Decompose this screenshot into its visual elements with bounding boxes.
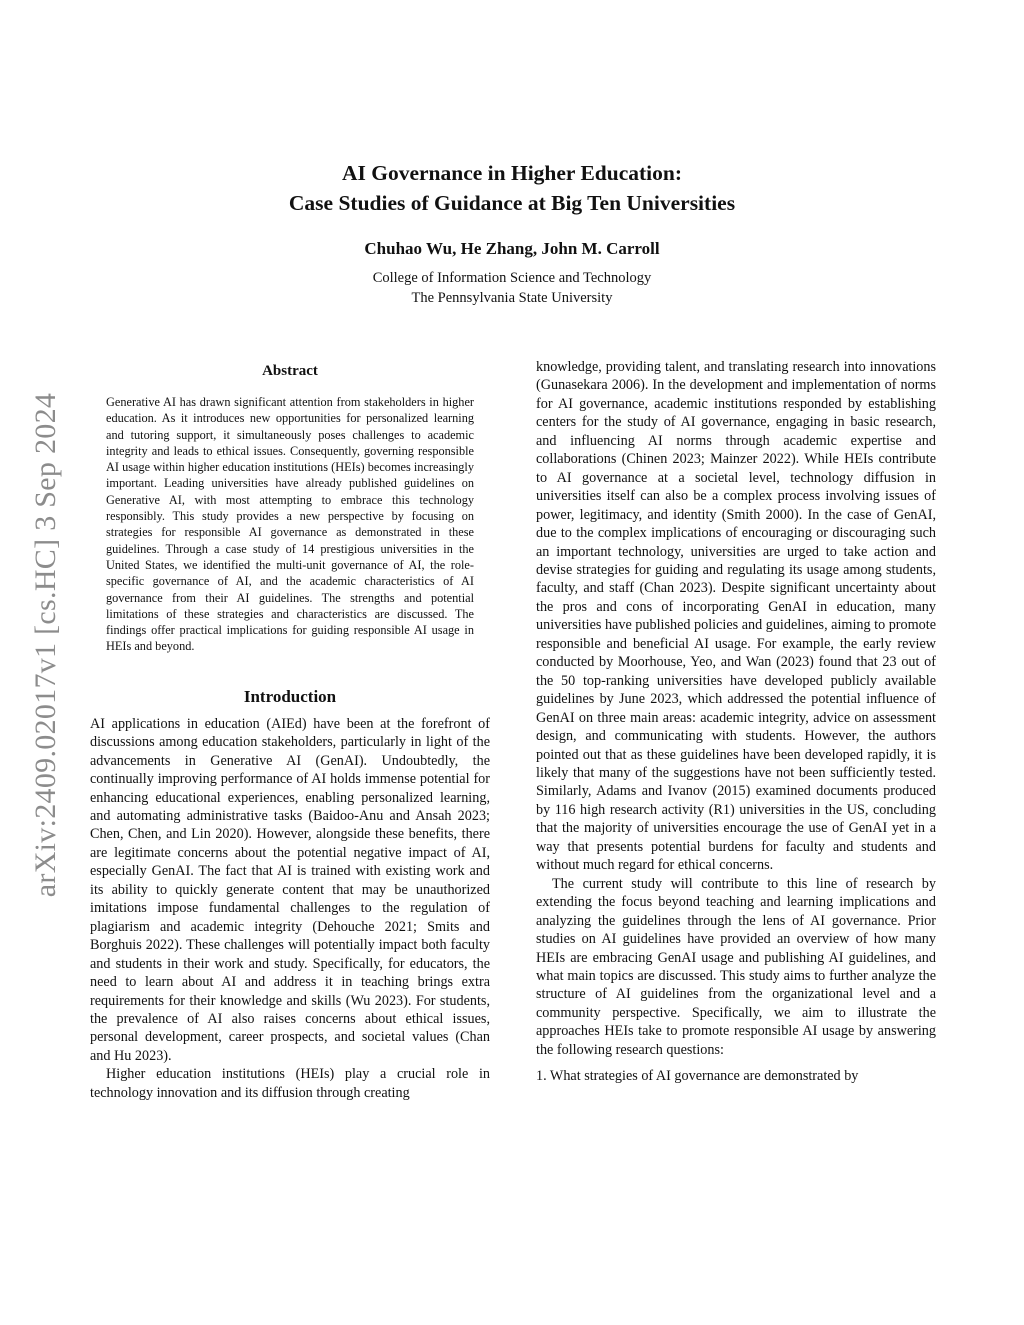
intro-paragraph-2: Higher education institutions (HEIs) play a crucial role in technology innovation and its diffusion through creating	[90, 1066, 490, 1101]
affiliation-line-2: The Pennsylvania State University	[411, 290, 613, 306]
intro-paragraph-3: The current study will contribute to this line of research by extending the focus beyond teaching and learning implications and analyzing the guidelines through the lens of AI governance. Prior studies on AI guidelines have provided an overview of how many HEIs are embracing GenAI usage and publishing AI guidelines, and what main topics are discussed. This study aims to further analyze the structure of AI guidelines from the organizational level and a community perspective. Specifically, we aim to illustrate the approaches HEIs take to promote responsible AI usage by answering the following research questions:	[536, 875, 936, 1058]
affiliation-line-1: College of Information Science and Technology	[372, 270, 652, 286]
paper-title	[0, 158, 1024, 218]
intro-paragraph-1: AI applications in education (AIEd) have been at the forefront of discussions among education stakeholders, particularly in light of the advancements in Generative AI (GenAI). Undoubtedly, the continually improving performance of AI holds immense potential for enhancing educational experiences, enabling personalized learning, and automating administrative tasks (Baidoo-Anu and Ansah 2023; Chen, Chen, and Lin 2020). However, alongside these benefits, there are legitimate concerns about the potential negative impact of AI, especially GenAI. The fact that AI is trained with existing work and its ability to quickly generate content that may be unauthorized imitations impose fundamental challenges to the regulation of plagiarism and academic integrity (Dehouche 2021; Smits and Borghuis 2022). These challenges will potentially impact both faculty and students in their work and study. Specifically, for educators, the need to learn about AI and address it in teaching brings extra requirements for their knowledge and skills (Wu 2023). For students, the prevalence of AI also raises concerns about ethical issues, personal development, career prospects, and societal values (Chan and Hu 2023).	[90, 715, 490, 1064]
research-question-1: 1. What strategies of AI governance are demonstrated by	[536, 1068, 859, 1085]
introduction-heading: Introduction	[243, 686, 337, 706]
left-column	[90, 360, 490, 1102]
abstract-text: Generative AI has drawn significant attention from stakeholders in higher education. As it introduces new opportunities for personalized learning and tutoring support, it simultaneously poses challenges to academic integrity and leads to ethical issues. Consequently, governing responsible AI usage within higher education institutions (HEIs) becomes increasingly important. Leading universities have already published guidelines on Generative AI, with most attempting to embrace this technology responsibly. This study provides a new perspective by focusing on strategies for responsible AI governance as demonstrated in these guidelines. Through a case study of 14 prestigious universities in the United States, we identified the multi-unit governance of AI, the role-specific governance of AI, and the academic characteristics of AI governance from their AI guidelines. The strengths and potential limitations of these strategies and characteristics are discussed. The findings offer practical implications for guiding responsible AI usage in HEIs and beyond.	[106, 395, 474, 654]
intro-paragraph-2-continued: knowledge, providing talent, and translating research into innovations (Gunasekara 2006). In the development and implementation of norms for AI governance, academic institutions responded by establishing centers for the study of AI governance, engaging in basic research, and influencing AI norms through academic expertise and collaborations (Chinen 2023; Mainzer 2022). While HEIs contribute to AI governance at a societal level, technology diffusion in universities itself can also be a complex process involving issues of power, legitimacy, and identity (Smith 2000). In the case of GenAI, due to the complex implications of encouraging or discouraging such an important technology, universities are urged to take action and devise strategies for guiding and regulating its usage among students, faculty, and staff (Chan 2023). Despite significant uncertainty about the pros and cons of incorporating GenAI in education, many universities have published policies and guidelines, aiming to promote responsible and beneficial AI usage. For example, the early review conducted by Moorhouse, Yeo, and Wan (2023) found that 23 out of the 50 top-ranking universities have developed publicly available guidelines by June 2023, which addressed the potential influence of GenAI on three main areas: academic integrity, advice on assessment design, and communicating with students. However, the authors pointed out that as these guidelines have been developed rapidly, it is likely that many of the suggestions have not been sufficiently tested. Similarly, Adams and Ivanov (2015) examined documents produced by 116 high research activity (R1) universities in the US, concluding that the majority of universities encourage the use of GenAI yet in a way that presents potential burdens for faculty and students and without much regard for ethical concerns.	[536, 359, 936, 874]
title-line-1: AI Governance in Higher Education:	[341, 161, 683, 185]
abstract-heading: Abstract	[262, 363, 318, 379]
title-line-2: Case Studies of Guidance at Big Ten Universities	[288, 191, 736, 215]
affiliation	[0, 268, 1024, 308]
right-column	[536, 358, 936, 1086]
arxiv-identifier: arXiv:2409.02017v1 [cs.HC] 3 Sep 2024	[29, 392, 62, 898]
author-list: Chuhao Wu, He Zhang, John M. Carroll	[364, 239, 660, 258]
